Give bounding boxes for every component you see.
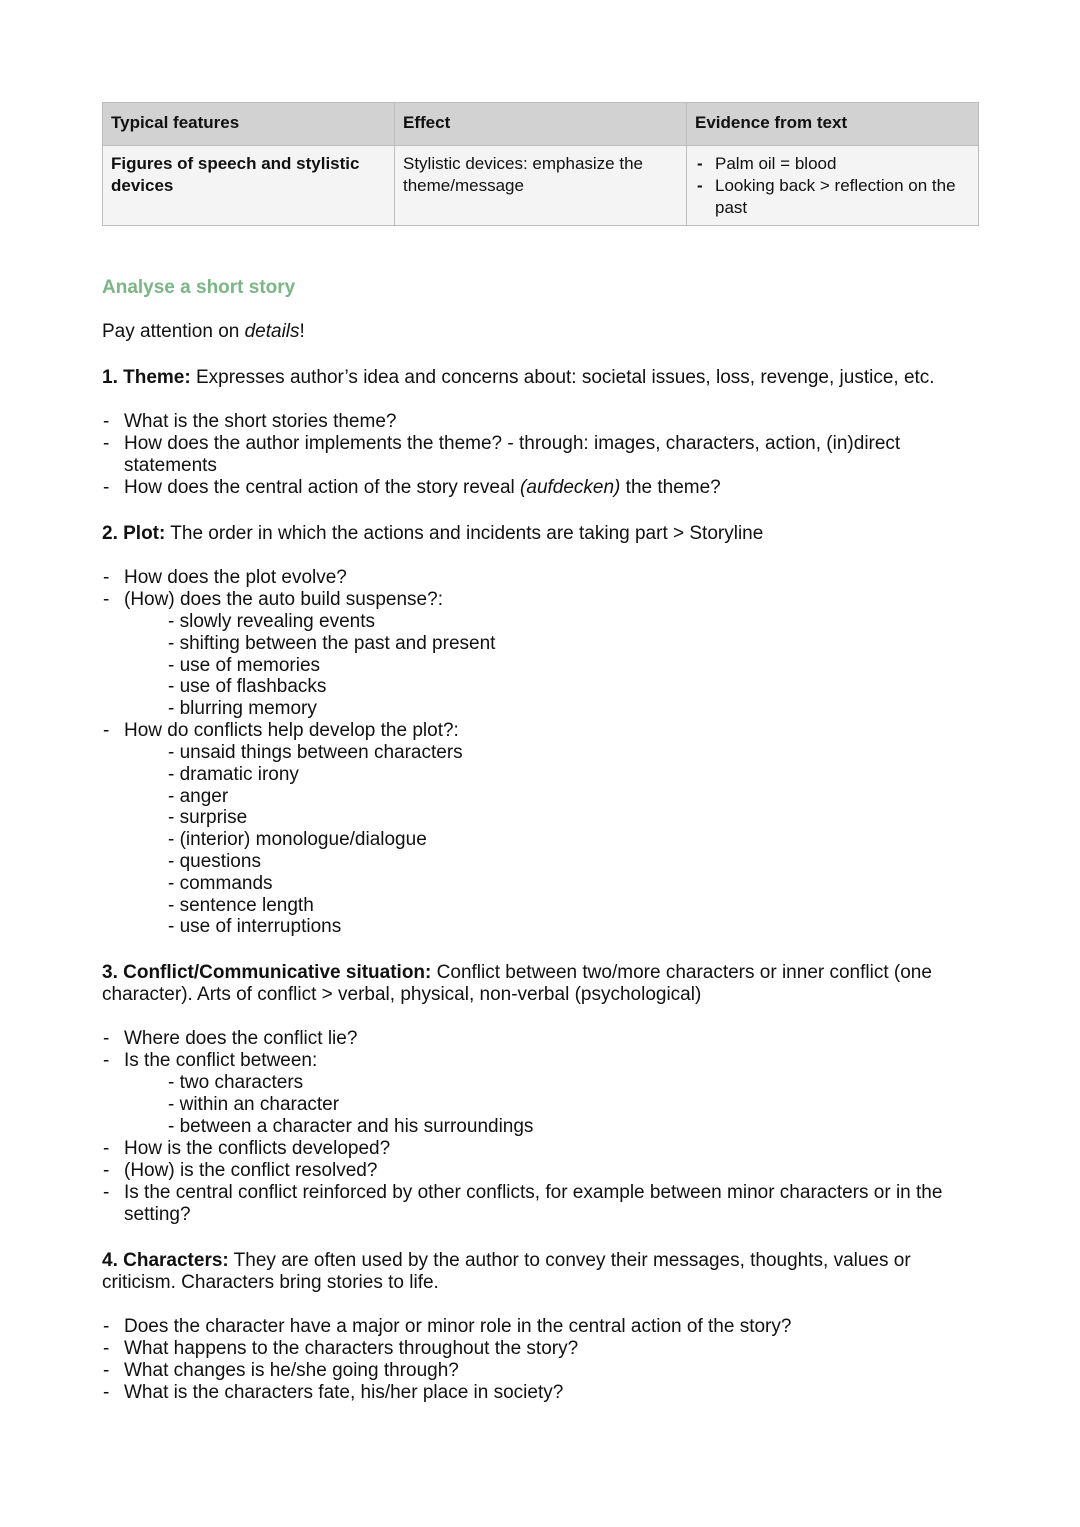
evidence-item: - Looking back > reflection on the past bbox=[695, 175, 970, 219]
sub-item: - surprise bbox=[168, 807, 248, 829]
sub-item: - (interior) monologue/dialogue bbox=[168, 829, 427, 851]
characters-questions bbox=[102, 1316, 978, 1404]
plot-paragraph bbox=[102, 523, 978, 545]
sub-item: - anger bbox=[168, 785, 229, 807]
header-typical-features: Typical features bbox=[103, 103, 395, 146]
document-page bbox=[102, 102, 978, 1404]
question-text: How does the central action of the story reveal bbox=[124, 477, 521, 498]
sub-item: - within an character bbox=[168, 1093, 340, 1115]
question-text: How do conflicts help develop the plot?: bbox=[124, 719, 459, 741]
list-item bbox=[102, 720, 978, 938]
plot-heading: 2. Plot: bbox=[102, 523, 166, 544]
section-title: Analyse a short story bbox=[102, 277, 296, 298]
plot-text: The order in which the actions and incidents are taking part > Storyline bbox=[165, 523, 764, 544]
evidence-item: - Palm oil = blood bbox=[695, 153, 970, 175]
attention-emphasis: details bbox=[244, 321, 300, 342]
characters-text: They are often used by the author to convey their messages, thoughts, values or criticism. Characters bring stories to life. bbox=[102, 1249, 911, 1293]
attention-note bbox=[102, 321, 978, 343]
sub-item: - commands bbox=[168, 872, 273, 894]
suspense-sublist bbox=[124, 611, 978, 720]
list-item: - (How) is the conflict resolved? bbox=[102, 1160, 978, 1182]
sub-item: - slowly revealing events bbox=[168, 611, 375, 632]
sub-item: - shifting between the past and present bbox=[168, 632, 496, 654]
sub-item: - blurring memory bbox=[168, 698, 317, 720]
between-sublist bbox=[124, 1072, 978, 1137]
conflicts-sublist bbox=[124, 742, 978, 938]
list-item bbox=[102, 589, 978, 720]
attention-suffix: ! bbox=[299, 321, 305, 342]
sub-item: - use of memories bbox=[168, 654, 321, 676]
conflict-questions bbox=[102, 1028, 978, 1225]
list-item: - What is the characters fate, his/her place in society? bbox=[102, 1382, 978, 1404]
plot-questions bbox=[102, 567, 978, 938]
cell-feature: Figures of speech and stylistic devices bbox=[103, 146, 395, 226]
sub-item: - two characters bbox=[168, 1072, 304, 1094]
list-item: - How does the plot evolve? bbox=[102, 567, 978, 589]
theme-heading: 1. Theme: bbox=[102, 367, 191, 388]
table-header-row bbox=[103, 103, 979, 146]
theme-paragraph bbox=[102, 367, 978, 389]
attention-prefix: Pay attention on bbox=[102, 321, 245, 342]
sub-item: - between a character and his surroundings bbox=[168, 1115, 534, 1137]
sub-item: - use of interruptions bbox=[168, 916, 342, 938]
sub-item: - use of flashbacks bbox=[168, 676, 327, 698]
cell-effect: Stylistic devices: emphasize the theme/message bbox=[395, 146, 687, 226]
list-item bbox=[102, 477, 978, 499]
sub-item: - dramatic irony bbox=[168, 763, 299, 785]
question-italic: (aufdecken) bbox=[520, 477, 621, 498]
header-effect: Effect bbox=[395, 103, 687, 146]
characters-paragraph bbox=[102, 1250, 978, 1294]
header-evidence: Evidence from text bbox=[687, 103, 979, 146]
features-table bbox=[102, 102, 979, 226]
question-text: Is the conflict between: bbox=[124, 1050, 318, 1072]
list-item: - Where does the conflict lie? bbox=[102, 1028, 978, 1050]
theme-questions bbox=[102, 411, 978, 499]
conflict-heading: 3. Conflict/Communicative situation: bbox=[102, 962, 432, 984]
sub-item: - questions bbox=[168, 850, 261, 872]
list-item bbox=[102, 1050, 978, 1137]
conflict-paragraph bbox=[102, 962, 978, 1006]
list-item: - Does the character have a major or minor role in the central action of the story? bbox=[102, 1316, 978, 1338]
question-text: (How) does the auto build suspense?: bbox=[124, 589, 443, 610]
list-item: - Is the central conflict reinforced by other conflicts, for example between minor characters or in the setting? bbox=[102, 1182, 978, 1226]
list-item: - What changes is he/she going through? bbox=[102, 1360, 978, 1382]
table-row bbox=[103, 146, 979, 226]
sub-item: - unsaid things between characters bbox=[168, 741, 463, 763]
list-item: - What is the short stories theme? bbox=[102, 411, 978, 433]
list-item: - How does the author implements the theme? - through: images, characters, action, (in)direct statements bbox=[102, 433, 978, 477]
characters-heading: 4. Characters: bbox=[102, 1249, 229, 1271]
list-item: - What happens to the characters throughout the story? bbox=[102, 1338, 978, 1360]
cell-evidence bbox=[687, 146, 979, 226]
conflict-text: Conflict between two/more characters or inner conflict (one character). Arts of conflict > verbal, physical, non-verbal (psychological) bbox=[102, 962, 932, 1006]
question-text: the theme? bbox=[620, 477, 721, 498]
theme-text: Expresses author’s idea and concerns about: societal issues, loss, revenge, justice, etc. bbox=[190, 367, 935, 388]
sub-item: - sentence length bbox=[168, 894, 314, 916]
list-item: - How is the conflicts developed? bbox=[102, 1138, 978, 1160]
